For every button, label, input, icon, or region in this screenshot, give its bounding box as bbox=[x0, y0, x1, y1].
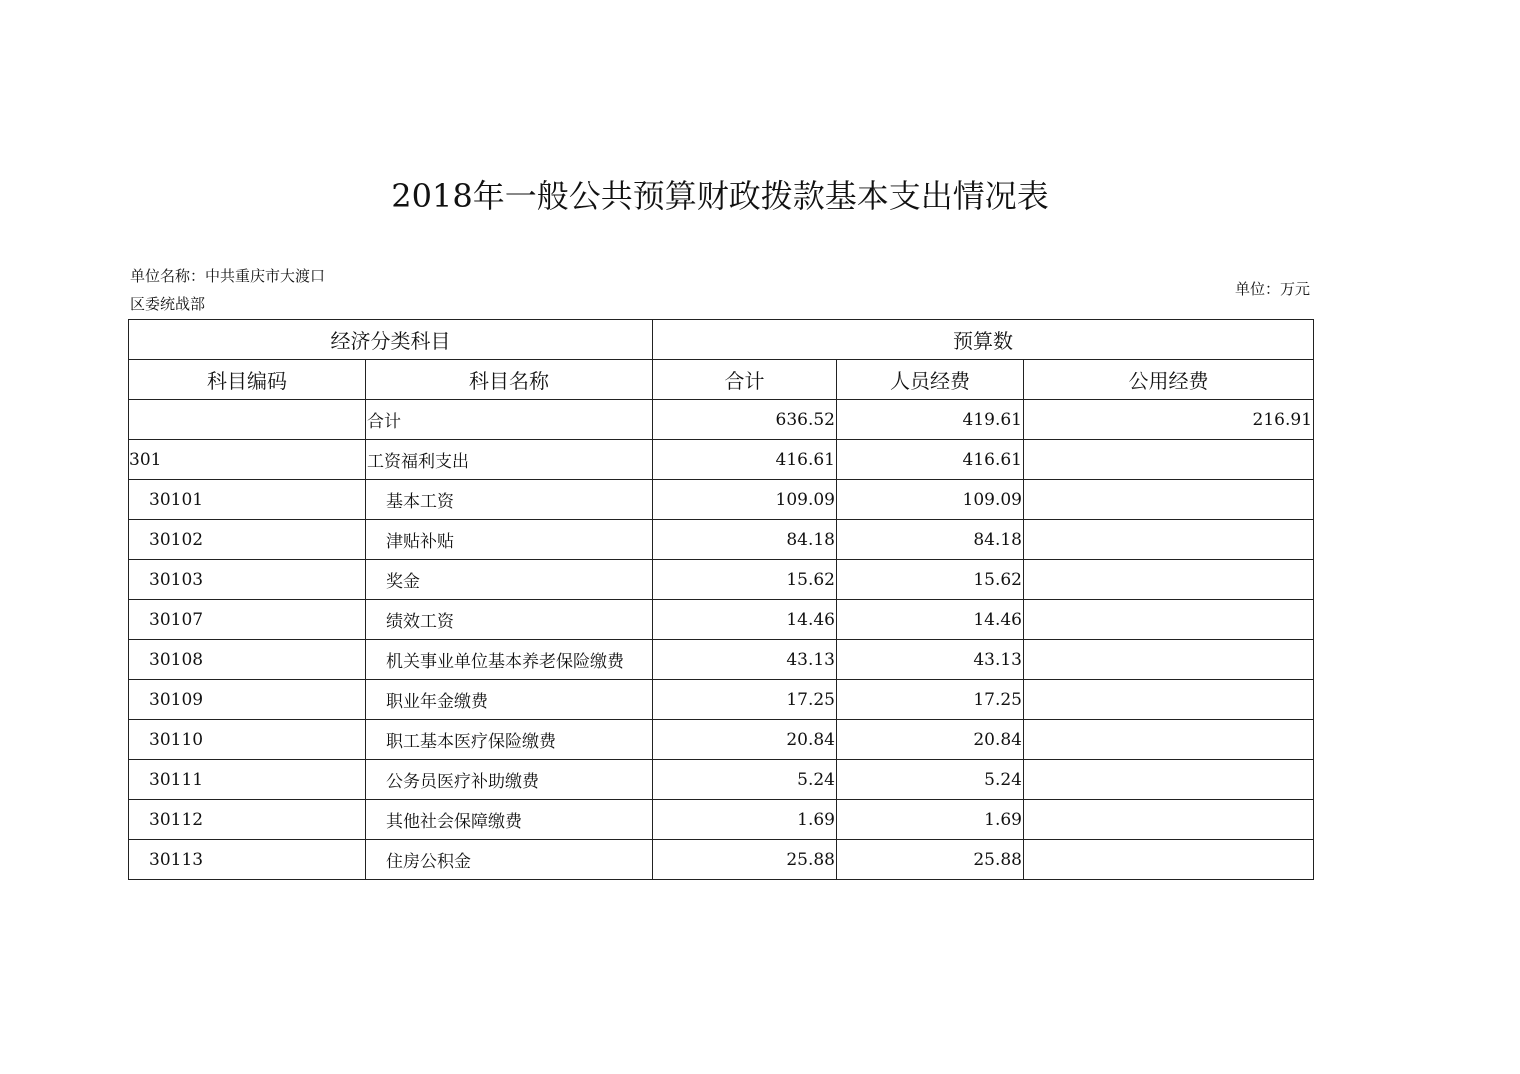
cell-public-expense bbox=[1024, 720, 1314, 760]
cell-subject-name: 奖金 bbox=[366, 560, 653, 600]
cell-total: 1.69 bbox=[653, 800, 837, 840]
cell-total: 17.25 bbox=[653, 680, 837, 720]
page-title: 2018年一般公共预算财政拨款基本支出情况表 bbox=[391, 177, 1049, 215]
cell-personnel-expense: 15.62 bbox=[837, 560, 1024, 600]
cell-total: 20.84 bbox=[653, 720, 837, 760]
header-public-expense: 公用经费 bbox=[1024, 360, 1314, 400]
cell-personnel-expense: 5.24 bbox=[837, 760, 1024, 800]
cell-subject-code: 30109 bbox=[129, 680, 366, 720]
cell-total: 84.18 bbox=[653, 520, 837, 560]
cell-total: 636.52 bbox=[653, 400, 837, 440]
header-personnel-expense: 人员经费 bbox=[837, 360, 1024, 400]
cell-subject-name: 基本工资 bbox=[366, 480, 653, 520]
cell-personnel-expense: 17.25 bbox=[837, 680, 1024, 720]
cell-total: 416.61 bbox=[653, 440, 837, 480]
table-row bbox=[129, 520, 1314, 560]
cell-subject-code: 30101 bbox=[129, 480, 366, 520]
header-subject-name: 科目名称 bbox=[366, 360, 653, 400]
table-row bbox=[129, 560, 1314, 600]
cell-total: 15.62 bbox=[653, 560, 837, 600]
cell-public-expense bbox=[1024, 480, 1314, 520]
cell-subject-name: 绩效工资 bbox=[366, 600, 653, 640]
cell-public-expense bbox=[1024, 680, 1314, 720]
cell-public-expense bbox=[1024, 440, 1314, 480]
cell-personnel-expense: 43.13 bbox=[837, 640, 1024, 680]
unit-name-line-2: 区委统战部 bbox=[130, 295, 206, 313]
cell-subject-code: 30111 bbox=[129, 760, 366, 800]
table-row bbox=[129, 440, 1314, 480]
header-budget-amount: 预算数 bbox=[653, 320, 1314, 360]
header-row-columns bbox=[129, 360, 1314, 400]
cell-public-expense bbox=[1024, 640, 1314, 680]
unit-name-line-1: 单位名称：中共重庆市大渡口 bbox=[130, 267, 326, 285]
header-row-group bbox=[129, 320, 1314, 360]
cell-subject-code: 30110 bbox=[129, 720, 366, 760]
cell-subject-name: 住房公积金 bbox=[366, 840, 653, 880]
table-row bbox=[129, 840, 1314, 880]
currency-unit-label: 单位：万元 bbox=[1234, 280, 1310, 298]
table-row bbox=[129, 680, 1314, 720]
cell-subject-name: 机关事业单位基本养老保险缴费 bbox=[366, 640, 653, 680]
table-row bbox=[129, 400, 1314, 440]
cell-subject-code: 301 bbox=[129, 440, 366, 480]
cell-total: 14.46 bbox=[653, 600, 837, 640]
cell-total: 25.88 bbox=[653, 840, 837, 880]
cell-total: 5.24 bbox=[653, 760, 837, 800]
cell-public-expense bbox=[1024, 840, 1314, 880]
cell-public-expense bbox=[1024, 760, 1314, 800]
cell-personnel-expense: 84.18 bbox=[837, 520, 1024, 560]
cell-total: 109.09 bbox=[653, 480, 837, 520]
cell-public-expense bbox=[1024, 560, 1314, 600]
header-subject-code: 科目编码 bbox=[129, 360, 366, 400]
cell-personnel-expense: 20.84 bbox=[837, 720, 1024, 760]
table-row bbox=[129, 480, 1314, 520]
table-row bbox=[129, 760, 1314, 800]
header-economic-classification: 经济分类科目 bbox=[129, 320, 653, 360]
cell-personnel-expense: 419.61 bbox=[837, 400, 1024, 440]
table-row bbox=[129, 640, 1314, 680]
cell-subject-name: 其他社会保障缴费 bbox=[366, 800, 653, 840]
table-row bbox=[129, 720, 1314, 760]
table-row bbox=[129, 600, 1314, 640]
cell-subject-code bbox=[129, 400, 366, 440]
cell-public-expense bbox=[1024, 520, 1314, 560]
budget-table bbox=[128, 319, 1314, 880]
unit-name-label bbox=[130, 262, 370, 318]
cell-subject-name: 职业年金缴费 bbox=[366, 680, 653, 720]
cell-subject-name: 职工基本医疗保险缴费 bbox=[366, 720, 653, 760]
cell-subject-code: 30102 bbox=[129, 520, 366, 560]
cell-personnel-expense: 25.88 bbox=[837, 840, 1024, 880]
cell-personnel-expense: 1.69 bbox=[837, 800, 1024, 840]
header-total: 合计 bbox=[653, 360, 837, 400]
table-row bbox=[129, 800, 1314, 840]
budget-table-body bbox=[129, 320, 1314, 880]
cell-personnel-expense: 109.09 bbox=[837, 480, 1024, 520]
cell-public-expense bbox=[1024, 600, 1314, 640]
cell-subject-name: 工资福利支出 bbox=[366, 440, 653, 480]
cell-subject-name: 津贴补贴 bbox=[366, 520, 653, 560]
cell-subject-name: 合计 bbox=[366, 400, 653, 440]
cell-total: 43.13 bbox=[653, 640, 837, 680]
cell-subject-code: 30107 bbox=[129, 600, 366, 640]
cell-subject-code: 30112 bbox=[129, 800, 366, 840]
cell-subject-code: 30103 bbox=[129, 560, 366, 600]
cell-personnel-expense: 416.61 bbox=[837, 440, 1024, 480]
cell-public-expense bbox=[1024, 800, 1314, 840]
cell-subject-code: 30108 bbox=[129, 640, 366, 680]
cell-subject-name: 公务员医疗补助缴费 bbox=[366, 760, 653, 800]
cell-public-expense: 216.91 bbox=[1024, 400, 1314, 440]
cell-personnel-expense: 14.46 bbox=[837, 600, 1024, 640]
cell-subject-code: 30113 bbox=[129, 840, 366, 880]
